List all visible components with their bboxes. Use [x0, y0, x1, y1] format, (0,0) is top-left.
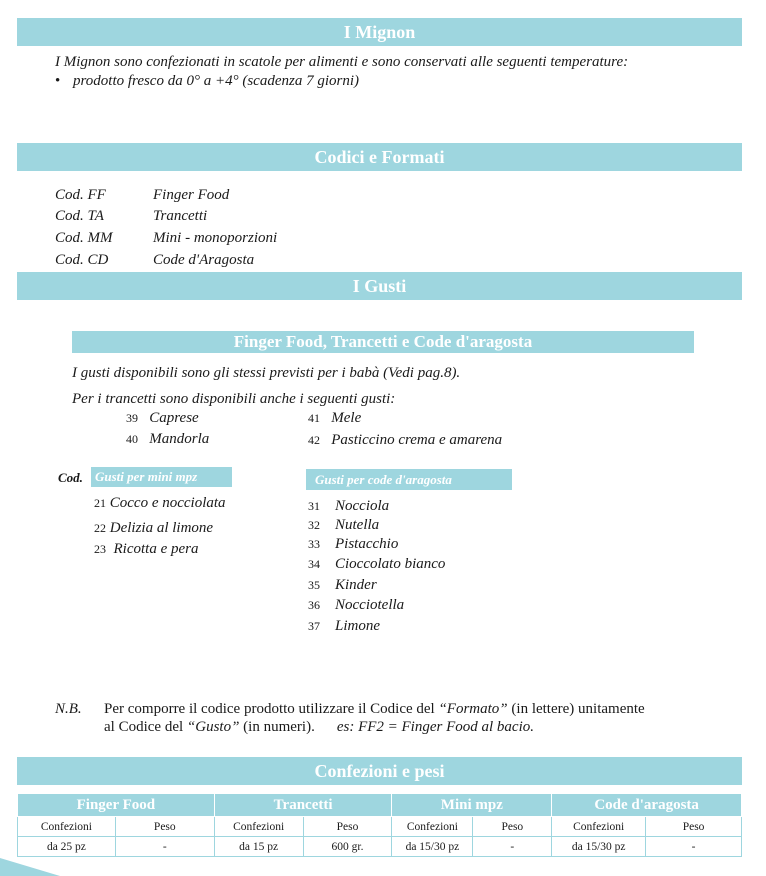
table-subheader: Confezioni [392, 817, 473, 837]
table-cell: da 15 pz [214, 837, 303, 857]
code-aragosta-header: Gusti per code d'aragosta [306, 469, 512, 490]
list-item [308, 556, 445, 573]
table-group-header: Mini mpz [392, 794, 552, 817]
code-label: Cod. FF [55, 187, 106, 203]
flavor-name: Kinder [335, 577, 377, 593]
list-item [94, 541, 198, 558]
flavor-code: 41 [308, 411, 320, 425]
table-subheader: Peso [303, 817, 392, 837]
table-cell: da 15/30 pz [392, 837, 473, 857]
gusti-line-1: I gusti disponibili sono gli stessi previsti per i babà (Vedi pag.8). [72, 365, 461, 381]
nb-text-line-2 [104, 719, 534, 736]
flavor-code: 40 [126, 432, 138, 446]
nb-text: (in lettere) unitamente [507, 701, 645, 717]
gusti-subtitle: Finger Food, Trancetti e Code d'aragosta [72, 331, 694, 353]
confezioni-table [17, 793, 742, 857]
flavor-code: 35 [308, 578, 320, 592]
nb-formato: “Formato” [438, 701, 508, 717]
list-item [126, 431, 209, 448]
table-subheader: Peso [473, 817, 552, 837]
list-item [126, 410, 199, 427]
list-item [94, 520, 213, 537]
list-item [94, 495, 226, 512]
table-cell: - [473, 837, 552, 857]
flavor-name: Mele [331, 410, 362, 426]
mini-header: Gusti per mini mpz [91, 467, 232, 487]
flavor-name: Nocciola [335, 498, 390, 514]
cod-label: Cod. [58, 470, 83, 485]
nb-gusto: “Gusto” [186, 719, 240, 735]
nb-text: Per comporre il codice prodotto utilizzare il Codice del [104, 701, 439, 717]
mignon-intro: I Mignon sono confezionati in scatole per alimenti e sono conservati alle seguenti temperature: [55, 54, 629, 70]
section-title-gusti: I Gusti [17, 272, 742, 300]
list-item [308, 597, 404, 614]
code-label: Cod. CD [55, 252, 109, 268]
table-subheader: Peso [115, 817, 214, 837]
nb-text: al Codice del [104, 719, 187, 735]
table-cell: da 15/30 pz [552, 837, 646, 857]
list-item [308, 536, 398, 553]
format-label: Code d'Aragosta [153, 252, 255, 268]
flavor-code: 21 [94, 496, 106, 510]
nb-example: es: FF2 = Finger Food al bacio. [336, 719, 534, 735]
flavor-code: 33 [308, 537, 320, 551]
table-subheader-row [18, 817, 742, 837]
gusti-line-2: Per i trancetti sono disponibili anche i seguenti gusti: [72, 391, 396, 407]
corner-decoration [0, 858, 60, 876]
list-item [308, 432, 502, 449]
flavor-code: 37 [308, 619, 320, 633]
flavor-code: 22 [94, 521, 106, 535]
flavor-name: Mandorla [149, 431, 210, 447]
table-row [18, 837, 742, 857]
code-label: Cod. MM [55, 230, 113, 246]
list-item [308, 577, 377, 594]
list-item [308, 618, 380, 635]
table-subheader: Confezioni [552, 817, 646, 837]
flavor-code: 32 [308, 518, 320, 532]
section-title-codici: Codici e Formati [17, 143, 742, 171]
table-cell: - [646, 837, 742, 857]
format-label: Mini - monoporzioni [153, 230, 278, 246]
table-group-header: Code d'aragosta [552, 794, 742, 817]
format-label: Trancetti [153, 208, 208, 224]
flavor-name: Caprese [149, 410, 199, 426]
table-group-header: Trancetti [214, 794, 392, 817]
table-header-row [18, 794, 742, 817]
list-item [308, 517, 379, 534]
flavor-name: Cocco e nocciolata [109, 495, 226, 511]
section-title-mignon: I Mignon [17, 18, 742, 46]
flavor-name: Pistacchio [335, 536, 399, 552]
flavor-code: 39 [126, 411, 138, 425]
nb-text: (in numeri). [239, 719, 315, 735]
table-group-header: Finger Food [18, 794, 215, 817]
flavor-name: Cioccolato bianco [335, 556, 446, 572]
flavor-name: Nocciotella [335, 597, 405, 613]
list-item [308, 410, 361, 427]
flavor-code: 34 [308, 557, 320, 571]
table-subheader: Confezioni [214, 817, 303, 837]
list-item [308, 498, 389, 515]
nb-label: N.B. [55, 701, 82, 717]
table-subheader: Confezioni [18, 817, 116, 837]
flavor-name: Limone [335, 618, 380, 634]
mignon-bullet: prodotto fresco da 0° a +4° (scadenza 7 giorni) [73, 73, 359, 89]
format-label: Finger Food [153, 187, 230, 203]
nb-text-line-1 [104, 701, 645, 718]
flavor-name: Delizia al limone [109, 520, 214, 536]
code-label: Cod. TA [55, 208, 104, 224]
table-cell: 600 gr. [303, 837, 392, 857]
flavor-code: 31 [308, 499, 320, 513]
flavor-code: 42 [308, 433, 320, 447]
table-cell: - [115, 837, 214, 857]
section-title-confezioni: Confezioni e pesi [17, 757, 742, 785]
bullet-symbol: • [55, 73, 61, 89]
table-cell: da 25 pz [18, 837, 116, 857]
flavor-name: Pasticcino crema e amarena [331, 432, 503, 448]
flavor-name: Nutella [335, 517, 380, 533]
table-subheader: Peso [646, 817, 742, 837]
flavor-name: Ricotta e pera [113, 541, 199, 557]
flavor-code: 23 [94, 542, 106, 556]
flavor-code: 36 [308, 598, 320, 612]
